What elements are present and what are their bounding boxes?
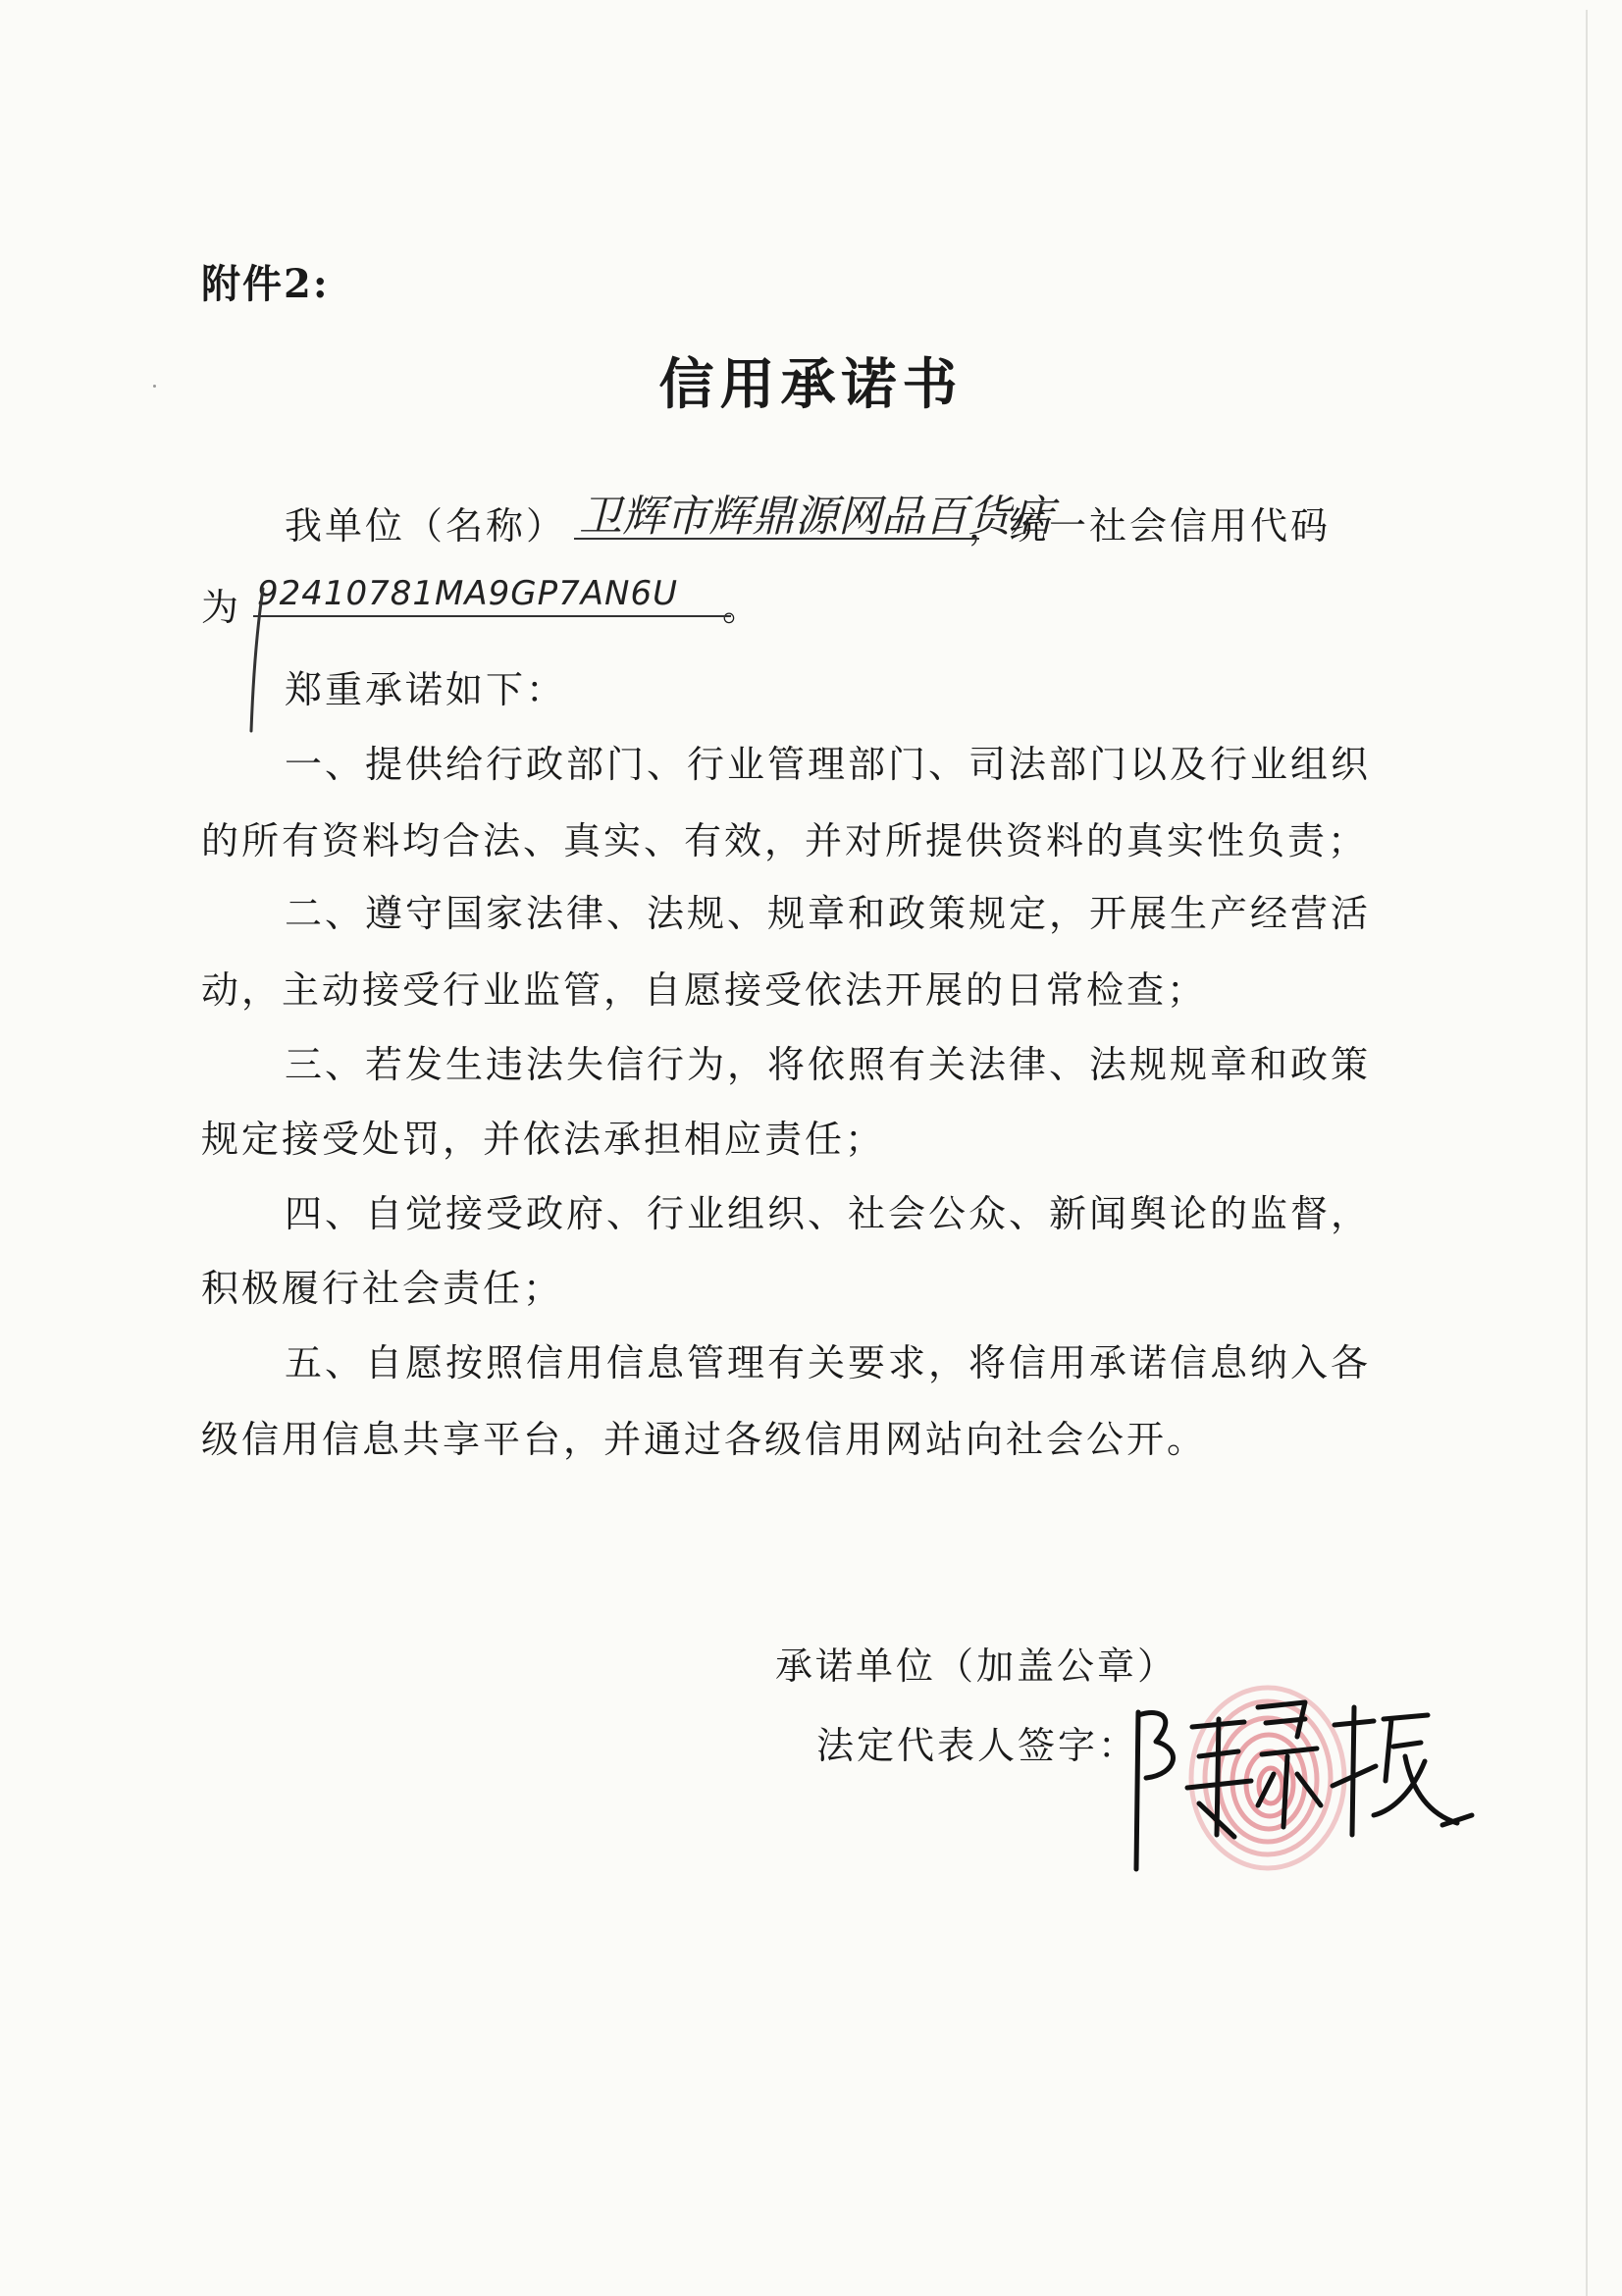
legal-representative-label: 法定代表人签字： bbox=[816, 1724, 1139, 1767]
company-name-handwritten: 卫辉市辉鼎源网品百货店 bbox=[579, 492, 1054, 542]
signature-strokes bbox=[1136, 1702, 1472, 1869]
pledging-unit-label: 承诺单位（加盖公章） bbox=[775, 1644, 1178, 1688]
paragraph-3-line-1: 三、若发生违法失信行为，将依照有关法律、法规规章和政策 bbox=[285, 1043, 1372, 1086]
solemn-statement: 郑重承诺如下： bbox=[285, 668, 567, 711]
paragraph-2-line-1: 二、遵守国家法律、法规、规章和政策规定，开展生产经营活 bbox=[285, 892, 1372, 935]
paragraph-1-line-1: 一、提供给行政部门、行业管理部门、司法部门以及行业组织 bbox=[285, 743, 1372, 786]
intro-suffix: 。 bbox=[722, 586, 763, 629]
intro-middle: ，统一社会信用代码 bbox=[968, 504, 1332, 548]
paragraph-5-line-2: 级信用信息共享平台，并通过各级信用网站向社会公开。 bbox=[201, 1418, 1208, 1461]
paragraph-3-line-2: 规定接受处罚，并依法承担相应责任； bbox=[201, 1118, 886, 1161]
scan-edge bbox=[1586, 10, 1588, 2296]
paragraph-4-line-1: 四、自觉接受政府、行业组织、社会公众、新闻舆论的监督， bbox=[285, 1192, 1372, 1235]
paragraph-2-line-2: 动，主动接受行业监管，自愿接受依法开展的日常检查； bbox=[201, 968, 1208, 1012]
code-prefix: 为 bbox=[201, 586, 242, 629]
signature-text bbox=[1128, 1864, 1131, 1865]
red-fingerprint bbox=[1191, 1688, 1344, 1868]
credit-code-handwritten: 92410781MA9GP7AN6U bbox=[257, 574, 678, 613]
scan-speck bbox=[153, 385, 156, 388]
document-title: 信用承诺书 bbox=[658, 352, 964, 417]
paragraph-5-line-1: 五、自愿按照信用信息管理有关要求，将信用承诺信息纳入各 bbox=[285, 1341, 1372, 1384]
paragraph-4-line-2: 积极履行社会责任； bbox=[201, 1267, 564, 1310]
paragraph-1-line-2: 的所有资料均合法、真实、有效，并对所提供资料的真实性负责； bbox=[201, 819, 1369, 862]
intro-prefix: 我单位（名称） bbox=[285, 504, 567, 548]
attachment-label: 附件2: bbox=[201, 261, 330, 307]
pen-stroke bbox=[251, 589, 263, 731]
